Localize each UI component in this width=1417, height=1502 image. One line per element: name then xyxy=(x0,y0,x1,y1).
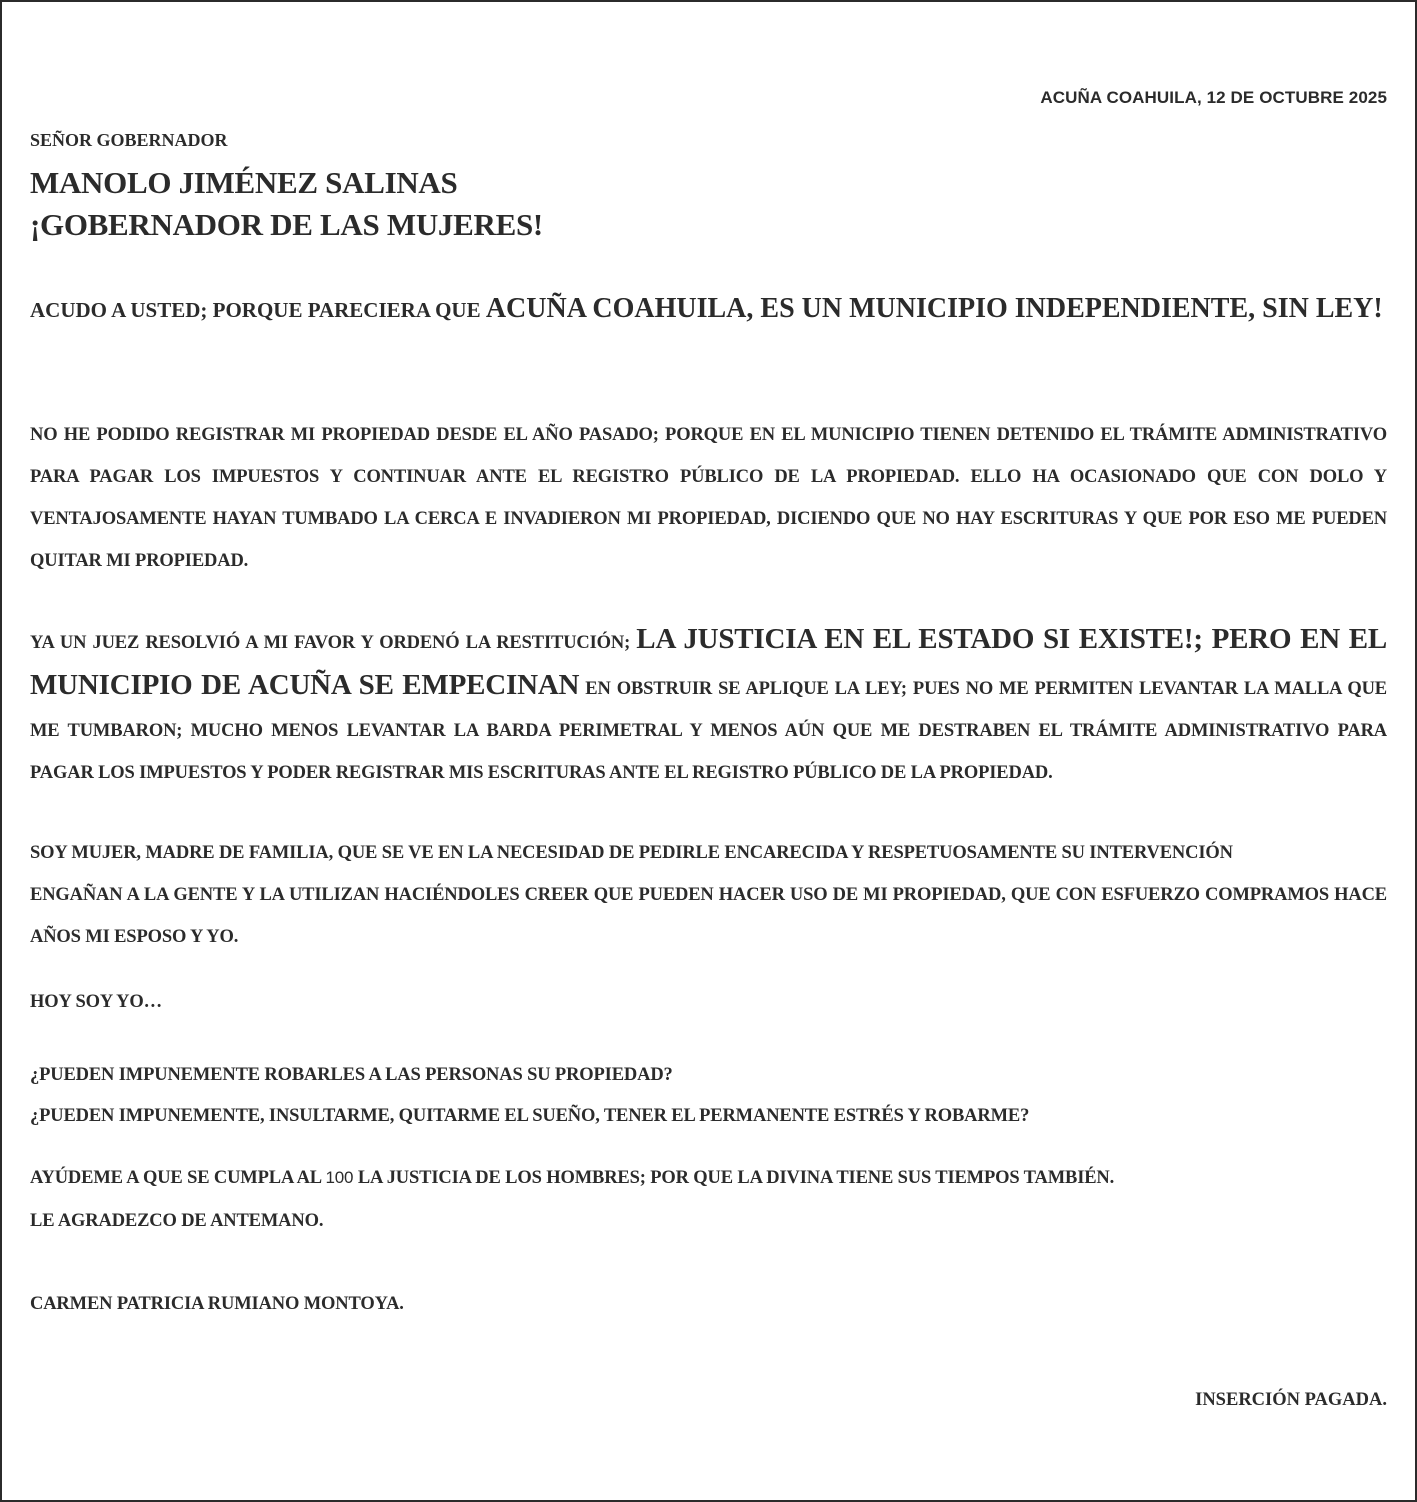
question-two: ¿PUEDEN IMPUNEMENTE, INSULTARME, QUITARME EL SUEÑO, TENER EL PERMANENTE ESTRÉS Y ROBARME? xyxy=(30,1106,1030,1126)
intro-lead: ACUDO A USTED; PORQUE PARECIERA QUE xyxy=(30,298,486,322)
thanks-line: LE AGRADEZCO DE ANTEMANO. xyxy=(30,1211,324,1231)
paid-insertion-label: INSERCIÓN PAGADA. xyxy=(1195,1390,1387,1410)
appeal-rest: ENGAÑAN A LA GENTE Y LA UTILIZAN HACIÉNDOLES CREER QUE PUEDEN HACER USO DE MI PROPIEDAD, QUE CON ESFUERZO COMPRAMOS HACE AÑOS MI ESPOSO Y YO. xyxy=(30,885,1387,947)
addressee-title: ¡GOBERNADOR DE LAS MUJERES! xyxy=(30,207,543,242)
request-rest: LA JUSTICIA DE LOS HOMBRES; POR QUE LA DIVINA TIENE SUS TIEMPOS TAMBIÉN. xyxy=(353,1168,1115,1188)
intro-paragraph xyxy=(30,287,1387,332)
paragraph-registration: NO HE PODIDO REGISTRAR MI PROPIEDAD DESDE EL AÑO PASADO; PORQUE EN EL MUNICIPIO TIENEN DETENIDO EL TRÁMITE ADMINISTRATIVO PARA PAGAR LOS IMPUESTOS Y CONTINUAR ANTE EL REGISTRO PÚBLICO DE LA PROPIEDAD. ELLO HA OCASIONADO QUE CON DOLO Y VENTAJOSAMENTE HAYAN TUMBADO LA CERCA E INVADIERON MI PROPIEDAD, DICIENDO QUE NO HAY ESCRITURAS Y QUE POR ESO ME PUEDEN QUITAR MI PROPIEDAD. xyxy=(30,425,1387,571)
request-line xyxy=(30,1168,1114,1189)
letter-date: ACUÑA COAHUILA, 12 DE OCTUBRE 2025 xyxy=(1040,88,1387,107)
hoy-soy-yo: HOY SOY YO… xyxy=(30,992,162,1012)
appeal-first-line: SOY MUJER, MADRE DE FAMILIA, QUE SE VE EN LA NECESIDAD DE PEDIRLE ENCARECIDA Y RESPETUOSAMENTE SU INTERVENCIÓN xyxy=(30,843,1233,863)
paragraph-appeal xyxy=(30,832,1387,958)
signature: CARMEN PATRICIA RUMIANO MONTOYA. xyxy=(30,1294,404,1314)
justice-rest: EN OBSTRUIR SE APLIQUE LA LEY; PUES NO ME PERMITEN LEVANTAR LA MALLA QUE ME TUMBARON; MUCHO MENOS LEVANTAR LA BARDA PERIMETRAL Y MENOS AÚN QUE ME DESTRABEN EL TRÁMITE ADMINISTRATIVO PARA PAGAR LOS IMPUESTOS Y PODER REGISTRAR MIS ESCRITURAS ANTE EL REGISTRO PÚBLICO DE LA PROPIEDAD. xyxy=(30,679,1388,783)
addressee-name: MANOLO JIMÉNEZ SALINAS xyxy=(30,165,458,200)
question-one: ¿PUEDEN IMPUNEMENTE ROBARLES A LAS PERSONAS SU PROPIEDAD? xyxy=(30,1065,673,1085)
request-number: 100 xyxy=(325,1168,354,1187)
request-lead: AYÚDEME A QUE SE CUMPLA AL xyxy=(30,1168,326,1188)
salutation: SEÑOR GOBERNADOR xyxy=(30,130,228,150)
paragraph-justice xyxy=(30,618,1387,794)
intro-emphasis: ACUÑA COAHUILA, ES UN MUNICIPIO INDEPENDIENTE, SIN LEY! xyxy=(485,293,1383,324)
justice-emphasis: LA JUSTICIA EN EL ESTADO SI EXISTE!; PERO EN EL MUNICIPIO DE ACUÑA SE EMPECINAN xyxy=(30,623,1387,701)
justice-lead: YA UN JUEZ RESOLVIÓ A MI FAVOR Y ORDENÓ LA RESTITUCIÓN; xyxy=(30,633,637,653)
addressee-block xyxy=(30,162,543,246)
